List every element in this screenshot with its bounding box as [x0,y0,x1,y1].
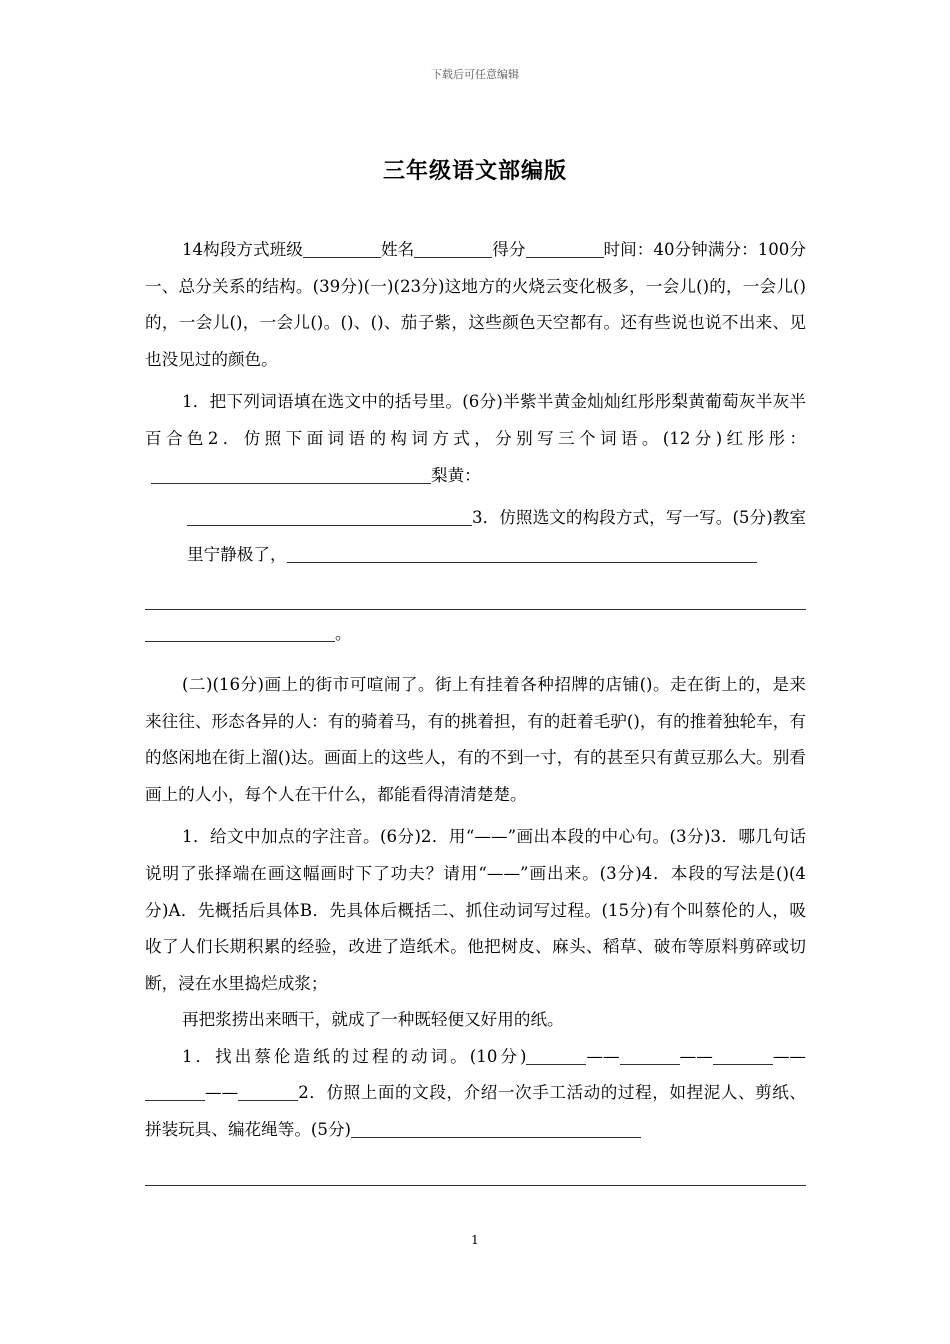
score-blank[interactable] [526,239,604,258]
activity-blank-1[interactable] [351,1119,641,1138]
question-one-text: 1．把下列词语填在选文中的括号里。(6分)半紫半黄金灿灿红彤彤梨黄葡萄灰半灰半百合色2．仿照下面词语的构词方式，分别写三个词语。(12分)红彤彤： [145,392,806,448]
classroom-blank-2[interactable] [145,585,806,610]
section-one-text: 满分：100分一、总分关系的结构。(39分)(一)(23分)这地方的火烧云变化极多，一会儿()的，一会儿()的，一会儿()，一会儿()。()、()、茄子紫，这些颜色天空都有。还有些说也说不出来、见也没见过的颜色。 [145,240,806,369]
section-three-paragraph: 1．给文中加点的字注音。(6分)2．用“——”画出本段的中心句。(3分)3．哪几句话说明了张择端在画这幅画时下了功夫？请用“——”画出来。(3分)4．本段的写法是()(4分)A．先概括后具体B．先具体后概括二、抓住动词写过程。(15分)有个叫蔡伦的人，吸收了人们长期积累的经验，改进了造纸术。他把树皮、麻头、稻草、破布等原料剪碎或切断，浸在水里捣烂成浆； [145,827,806,993]
section-four-paragraph: 再把浆捞出来晒干，就成了一种既轻便又好用的纸。 [182,1010,564,1030]
verb-blank-3[interactable] [713,1046,773,1065]
name-blank[interactable] [414,239,492,258]
dash-4: —— [205,1083,239,1103]
page-number: 1 [471,1233,479,1247]
question-three-text: 3．仿照选文的构段方式，写一写。(5分)教室里宁静极了， [187,508,806,564]
classroom-blank-1[interactable] [287,544,757,563]
header-prefix: 14构段方式班级 [182,240,303,259]
classroom-blank-end [145,616,806,653]
time-label: 时间：40分钟 [603,240,708,259]
question-one-paragraph [145,384,806,494]
verb-blank-5[interactable] [238,1082,298,1101]
lihuang-label: 梨黄： [431,465,481,485]
document-body [145,232,806,1186]
score-label: 得分 [492,240,526,259]
activity-question-text: 2．仿照上面的文段，介绍一次手工活动的过程，如捏泥人、剪纸、拼装玩具、编花绳等。(5分) [145,1083,806,1140]
verb-blank-1[interactable] [526,1046,586,1065]
verb-blank-2[interactable] [620,1046,680,1065]
lihuang-blank[interactable] [187,507,472,526]
class-blank[interactable] [303,239,381,258]
dash-3: —— [772,1046,806,1066]
section-two-paragraph: (二)(16分)画上的街市可喧闹了。街上有挂着各种招牌的店铺()。走在街上的，是来来往往、形态各异的人：有的骑着马，有的挑着担，有的赶着毛驴()，有的推着独轮车，有的悠闲地在街上溜()达。画面上的这些人，有的不到一寸，有的甚至只有黄豆那么大。别看画上的人小，每个人在干什么，都能看得清清楚楚。 [145,674,806,804]
hongtongtong-blank[interactable] [151,465,431,484]
dash-2: —— [679,1046,713,1066]
activity-blank-2[interactable] [145,1161,806,1186]
verb-blank-4[interactable] [145,1082,205,1101]
name-label: 姓名 [380,240,415,259]
section-one-paragraph [145,232,806,378]
question-three-paragraph [145,500,806,573]
section-five-paragraph [145,1039,806,1149]
dash-1: —— [586,1046,620,1066]
header-note: 下载后可任意编辑 [431,68,519,81]
classroom-blank-3[interactable] [145,623,335,642]
page-title: 三年级语文部编版 [382,158,567,184]
question-three-end: 。 [335,624,352,644]
verbs-question-text: 1．找出蔡伦造纸的过程的动词。(10分) [182,1046,527,1066]
